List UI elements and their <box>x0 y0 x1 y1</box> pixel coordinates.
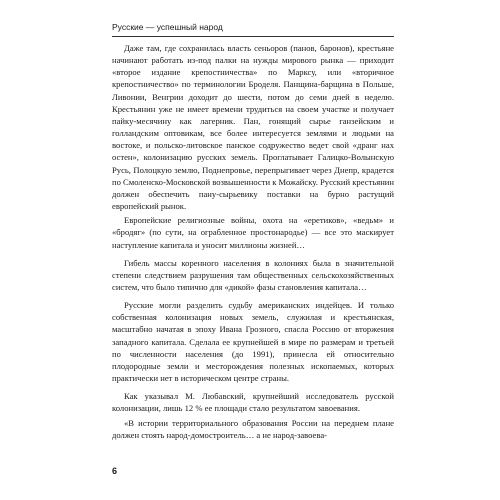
paragraph: Гибель массы коренного населения в колониях была в значительной степени следствием разрушения там общественных сельскохозяйственных систем, что было типично для «дикой» фазы становления капитала… <box>112 257 394 292</box>
header-divider <box>112 36 394 37</box>
body-text <box>112 42 394 441</box>
paragraph: Как указывал М. Любавский, крупнейший исследователь русской колонизации, лишь 12 % ее площади стало результатом завоевания. <box>112 391 394 414</box>
page-number: 6 <box>112 466 118 476</box>
paragraph: «В истории территориального образования России на переднем плане должен стоять народ-домостроитель… а не народ-завоева- <box>112 417 394 440</box>
paragraph: Европейские религиозные войны, охота на «еретиков», «ведьм» и «бродяг» (по сути, на ограбленное простонародье) — все это маскирует наступление капитала и уносит миллионы жизней… <box>112 215 394 250</box>
running-header: Русские — успешный народ <box>112 22 223 32</box>
paragraph: Даже там, где сохранилась власть сеньоров (панов, баронов), крестьяне начинают работать из-под палки на нужды мирового рынка — приходит «второе издание крепостничества» по Марксу, или «вторичное крепостничество» по терминологии Броделя. Панщина-барщина в Польше, Ливонии, Венгрии доходит до шести, потом до семи дней в неделю. Крестьянин уже не имеет времени трудиться на своем участке и получает пайку-месячину как лагерник. Пан, гонящий сырье ганзейским и голландским оптовикам, все более интересуется землями и людьми на востоке, и польско-литовское панское содружество ведет свой «дранг нах остен», колонизацию русских земель. Проглатывает Галицко-Волынскую Русь, Полоцкую землю, Поднепровье, перепрыгивает через Днепр, крадется по Смоленско-Московской возвышенности к Можайску. Русский крестьянин должен обеспечить пану-сырьевику поставки на бурно растущий европейский рынок. <box>112 43 394 212</box>
paragraph: Русские могли разделить судьбу американских индейцев. И только собственная колонизация новых земель, служилая и крестьянская, масштабно начатая в эпоху Ивана Грозного, спасла Россию от вторжения западного капитала. Сделала ее крупнейшей в мире по размерам и третьей по численности населения (до 1991), принесла ей относительно плодородные земли и месторождения полезных ископаемых, которых практически нет в историческом центре страны. <box>112 300 394 384</box>
